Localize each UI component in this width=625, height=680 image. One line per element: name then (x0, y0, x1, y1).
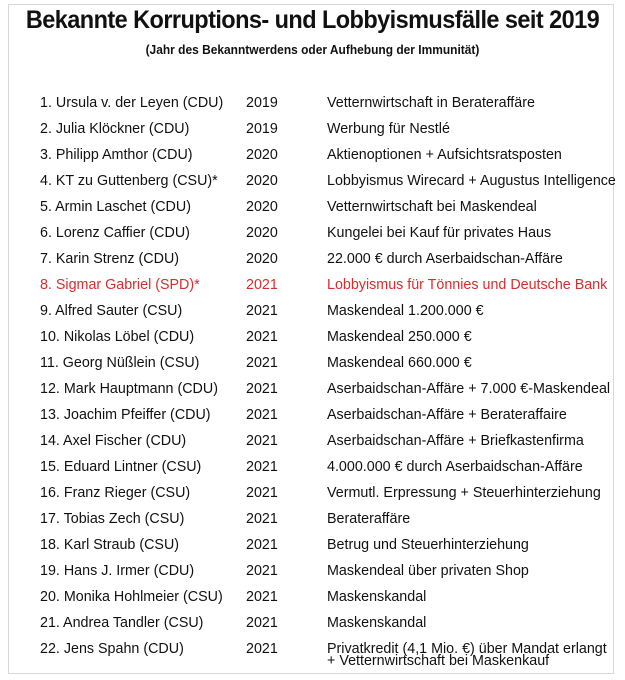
year: 2020 (246, 225, 278, 241)
list-item (40, 220, 615, 246)
year: 2019 (246, 95, 278, 111)
case-description: Privatkredit (4,1 Mio. €) über Mandat erlangt (327, 641, 607, 657)
year: 2021 (246, 459, 278, 475)
person-name: 17. Tobias Zech (CSU) (40, 511, 185, 527)
year: 2019 (246, 121, 278, 137)
person-name: 11. Georg Nüßlein (CSU) (40, 355, 200, 371)
case-description: Aktienoptionen + Aufsichtsratsposten (327, 147, 562, 163)
case-description: Lobbyismus für Tönnies und Deutsche Bank (327, 277, 608, 293)
case-description: Beraterаffäre (327, 511, 411, 527)
person-name: 16. Franz Rieger (CSU) (40, 485, 191, 501)
year: 2021 (246, 537, 278, 553)
list-item (40, 116, 615, 142)
list-item (40, 324, 615, 350)
person-name: 8. Sigmar Gabriel (SPD)* (40, 277, 200, 293)
list-item (40, 558, 615, 584)
year: 2021 (246, 563, 278, 579)
page-subtitle: (Jahr des Bekanntwerdens oder Aufhebung der Immunität) (145, 42, 480, 57)
case-description: Vermutl. Erpressung + Steuerhinterziehung (327, 485, 601, 501)
case-description: Vetternwirtschaft in Beraterаffäre (327, 95, 535, 111)
case-description: Maskenskandal (327, 615, 427, 631)
year: 2020 (246, 199, 278, 215)
person-name: 1. Ursula v. der Leyen (CDU) (40, 95, 224, 111)
case-description: Maskendeal 250.000 € (327, 329, 472, 345)
year: 2021 (246, 485, 278, 501)
year: 2021 (246, 407, 278, 423)
year: 2020 (246, 251, 278, 267)
list-item (40, 428, 615, 454)
person-name: 2. Julia Klöckner (CDU) (40, 121, 190, 137)
year: 2021 (246, 511, 278, 527)
person-name: 3. Philipp Amthor (CDU) (40, 147, 193, 163)
cases-list (40, 90, 615, 662)
person-name: 7. Karin Strenz (CDU) (40, 251, 180, 267)
person-name: 10. Nikolas Löbel (CDU) (40, 329, 195, 345)
person-name: 20. Monika Hohlmeier (CSU) (40, 589, 223, 605)
list-item (40, 142, 615, 168)
case-description: Aserbaidschan-Affäre + 7.000 €-Maskendeal (327, 381, 611, 397)
case-description: 22.000 € durch Aserbaidschan-Affäre (327, 251, 563, 267)
case-description: Maskendeal 1.200.000 € (327, 303, 484, 319)
list-item (40, 402, 615, 428)
person-name: 19. Hans J. Irmer (CDU) (40, 563, 195, 579)
list-item (40, 532, 615, 558)
person-name: 6. Lorenz Caffier (CDU) (40, 225, 190, 241)
list-item-highlighted (40, 272, 615, 298)
case-description: Aserbaidschan-Affäre + Beraterаffaire (327, 407, 567, 423)
person-name: 18. Karl Straub (CSU) (40, 537, 180, 553)
year: 2021 (246, 615, 278, 631)
person-name: 9. Alfred Sauter (CSU) (40, 303, 183, 319)
case-description: 4.000.000 € durch Aserbaidschan-Affäre (327, 459, 583, 475)
year: 2021 (246, 589, 278, 605)
list-item (40, 168, 615, 194)
list-item (40, 454, 615, 480)
person-name: 4. KT zu Guttenberg (CSU)* (40, 173, 218, 189)
case-description: Maskendeal über privaten Shop (327, 563, 529, 579)
person-name: 14. Axel Fischer (CDU) (40, 433, 187, 449)
person-name: 15. Eduard Lintner (CSU) (40, 459, 202, 475)
year: 2021 (246, 277, 278, 293)
person-name: 12. Mark Hauptmann (CDU) (40, 381, 218, 397)
list-item (40, 376, 615, 402)
page-title: Bekannte Korruptions- und Lobbyismusfälle seit 2019 (25, 6, 600, 34)
case-description-continuation: + Vetternwirtschaft bei Maskenkauf (327, 653, 550, 669)
person-name: 21. Andrea Tandler (CSU) (40, 615, 204, 631)
case-description: Vetternwirtschaft bei Maskendeal (327, 199, 537, 215)
year: 2021 (246, 433, 278, 449)
list-item (40, 506, 615, 532)
year: 2021 (246, 381, 278, 397)
list-item (40, 298, 615, 324)
list-item (40, 194, 615, 220)
case-description: Maskenskandal (327, 589, 427, 605)
year: 2021 (246, 355, 278, 371)
list-item (40, 246, 615, 272)
list-item (40, 610, 615, 636)
case-description: Werbung für Nestlé (327, 121, 450, 137)
list-item (40, 480, 615, 506)
year: 2021 (246, 329, 278, 345)
case-description: Aserbaidschan-Affäre + Briefkastenfirma (327, 433, 584, 449)
person-name: 13. Joachim Pfeiffer (CDU) (40, 407, 211, 423)
year: 2020 (246, 147, 278, 163)
case-description: Maskendeal 660.000 € (327, 355, 472, 371)
case-description: Betrug und Steuerhinterziehung (327, 537, 529, 553)
list-item (40, 90, 615, 116)
person-name: 5. Armin Laschet (CDU) (40, 199, 191, 215)
case-description: Lobbyismus Wirecard + Augustus Intelligence (327, 173, 616, 189)
person-name: 22. Jens Spahn (CDU) (40, 641, 184, 657)
case-description: Kungelei bei Kauf für privates Haus (327, 225, 552, 241)
list-item (40, 584, 615, 610)
list-item (40, 350, 615, 376)
year: 2021 (246, 303, 278, 319)
year: 2020 (246, 173, 278, 189)
year: 2021 (246, 641, 278, 657)
